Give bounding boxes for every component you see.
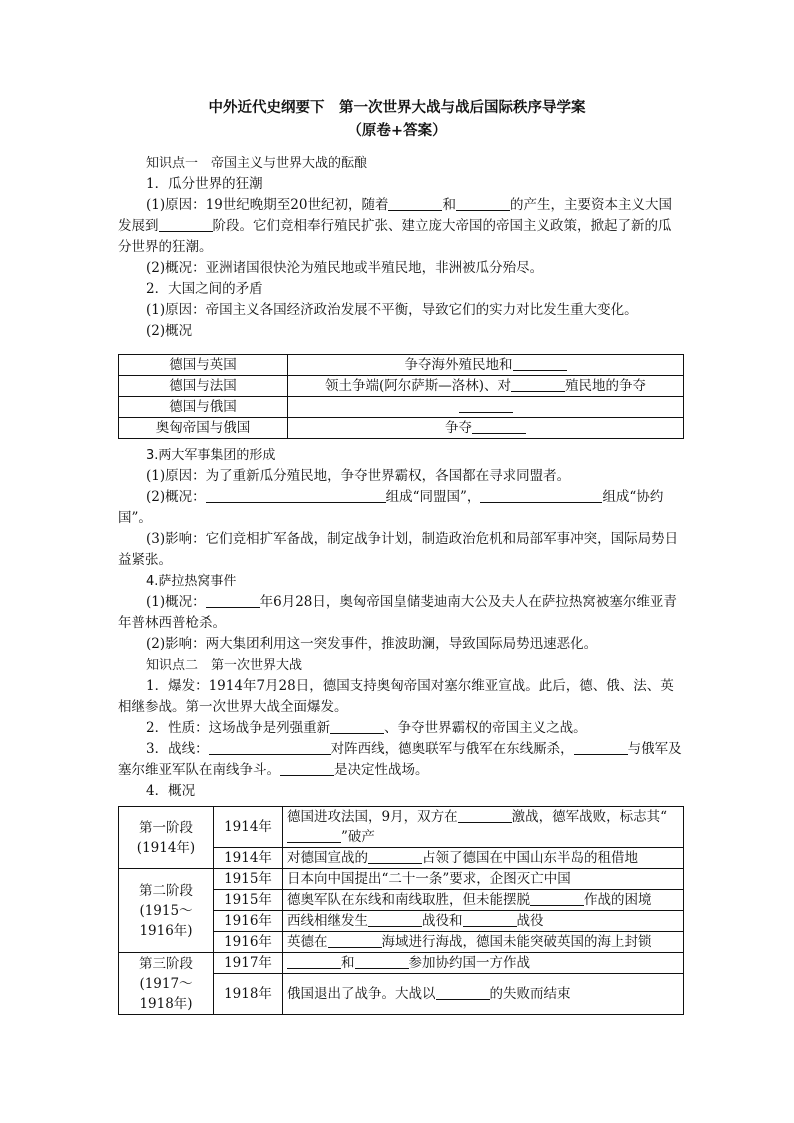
table-row	[119, 397, 684, 418]
blank	[159, 217, 213, 232]
blank	[530, 891, 584, 906]
blank	[513, 356, 567, 371]
phase-cell: 第二阶段 (1915～1916年)	[119, 869, 214, 953]
year-cell: 1918年	[214, 974, 283, 1015]
event-cell: 英德在 海域进行海战，德国未能突破英国的海上封锁	[283, 932, 684, 953]
document-title: 中外近代史纲要下 第一次世界大战与战后国际秩序导学案	[208, 100, 586, 116]
blank	[459, 398, 513, 413]
item-4-heading: 4.萨拉热窝事件	[146, 574, 237, 589]
blank	[330, 719, 384, 734]
document-body	[118, 153, 684, 1015]
table-cell: 领土争端(阿尔萨斯—洛林)、对 殖民地的争夺	[288, 376, 684, 397]
event-cell: 日本向中国提出“二十一条”要求，企图灭亡中国	[283, 869, 684, 890]
item-2-overview: (2)概况	[146, 323, 193, 339]
table-cell: 德国与英国	[119, 355, 288, 376]
event-cell: 西线相继发生 战役和 战役	[283, 911, 684, 932]
event-cell: 和 参加协约国一方作战	[283, 953, 684, 974]
blank	[206, 488, 386, 503]
table-cell: 德国与法国	[119, 376, 288, 397]
table-cell	[288, 397, 684, 418]
document-subtitle: （原卷+答案）	[347, 123, 447, 139]
war-outbreak: 1．爆发：1914年7月28日，德国支持奥匈帝国对塞尔维亚宣战。此后，德、俄、法、英相继参战。第一次世界大战全面爆发。	[118, 678, 674, 715]
table-row	[119, 869, 684, 890]
item-1-cause: (1)原因：19世纪晚期至20世纪初，随着 和 的产生，主要资本主义大国发展到 阶段。它们竞相奉行殖民扩张、建立庞大帝国的帝国主义政策，掀起了新的瓜分世界的狂潮。	[118, 197, 672, 255]
table-cell: 德国与俄国	[119, 397, 288, 418]
phase-cell: 第一阶段 (1914年)	[119, 807, 214, 869]
blank	[368, 849, 422, 864]
table-row	[119, 807, 684, 848]
blank	[436, 985, 490, 1000]
item-1-overview: (2)概况：亚洲诸国很快沦为殖民地或半殖民地，非洲被瓜分殆尽。	[146, 260, 544, 276]
section-heading-2: 知识点二 第一次世界大战	[146, 658, 303, 673]
year-cell: 1914年	[214, 807, 283, 848]
table-row	[119, 953, 684, 974]
war-nature: 2．性质：这场战争是列强重新 、争夺世界霸权的帝国主义之战。	[146, 720, 587, 736]
year-cell: 1916年	[214, 932, 283, 953]
blank	[511, 377, 565, 392]
phase-cell: 第三阶段 (1917～1918年)	[119, 953, 214, 1015]
blank	[480, 488, 602, 503]
blank	[574, 740, 628, 755]
event-cell: 德奥军队在东线和南线取胜，但未能摆脱 作战的困境	[283, 890, 684, 911]
war-overview-heading: 4．概况	[146, 783, 196, 799]
war-overview-table	[118, 806, 684, 1015]
table-row	[119, 376, 684, 397]
item-3-cause: (1)原因：为了重新瓜分殖民地，争夺世界霸权，各国都在寻求同盟者。	[146, 468, 571, 484]
event-cell: 德国进攻法国，9月，双方在 激战，德军战败，标志其“”破产	[283, 807, 684, 848]
blank	[287, 954, 341, 969]
item-2-heading: 2．大国之间的矛盾	[146, 281, 263, 297]
table-cell: 奥匈帝国与俄国	[119, 418, 288, 439]
blank	[280, 761, 334, 776]
year-cell: 1917年	[214, 953, 283, 974]
blank	[472, 419, 526, 434]
year-cell: 1915年	[214, 890, 283, 911]
year-cell: 1914年	[214, 848, 283, 869]
war-fronts: 3．战线： 对阵西线，德奥联军与俄军在东线厮杀， 与俄军及塞尔维亚军队在南线争斗。 是决定性战场。	[118, 741, 682, 778]
table-cell: 争夺	[288, 418, 684, 439]
item-2-cause: (1)原因：帝国主义各国经济政治发展不平衡，导致它们的实力对比发生重大变化。	[146, 302, 638, 318]
blank	[355, 954, 409, 969]
item-3-overview: (2)概况： 组成“同盟国”， 组成“协约国”。	[118, 489, 664, 526]
blank	[206, 593, 260, 608]
item-4-effect: (2)影响：两大集团利用这一突发事件，推波助澜，导致国际局势迅速恶化。	[146, 636, 598, 652]
table-row	[119, 355, 684, 376]
year-cell: 1915年	[214, 869, 283, 890]
year-cell: 1916年	[214, 911, 283, 932]
blank	[388, 196, 442, 211]
conflict-table	[118, 354, 684, 439]
item-3-effect: (3)影响：它们竞相扩军备战，制定战争计划，制造政治危机和局部军事冲突，国际局势日益紧张。	[118, 531, 679, 568]
item-4-overview: (1)概况： 年6月28日，奥匈帝国皇储斐迪南大公及夫人在萨拉热窝被塞尔维亚青年普林西普枪杀。	[118, 594, 677, 631]
item-3-heading: 3.两大军事集团的形成	[146, 448, 276, 463]
blank	[458, 808, 512, 823]
table-row	[119, 418, 684, 439]
section-heading-1: 知识点一 帝国主义与世界大战的酝酿	[146, 156, 368, 171]
event-cell: 俄国退出了战争。大战以 的失败而结束	[283, 974, 684, 1015]
blank	[209, 740, 331, 755]
blank	[368, 912, 422, 927]
blank	[463, 912, 517, 927]
event-cell: 对德国宣战的 占领了德国在中国山东半岛的租借地	[283, 848, 684, 869]
blank	[328, 933, 382, 948]
blank	[287, 828, 341, 843]
table-cell: 争夺海外殖民地和	[288, 355, 684, 376]
blank	[456, 196, 510, 211]
item-1-heading: 1．瓜分世界的狂潮	[146, 176, 263, 192]
